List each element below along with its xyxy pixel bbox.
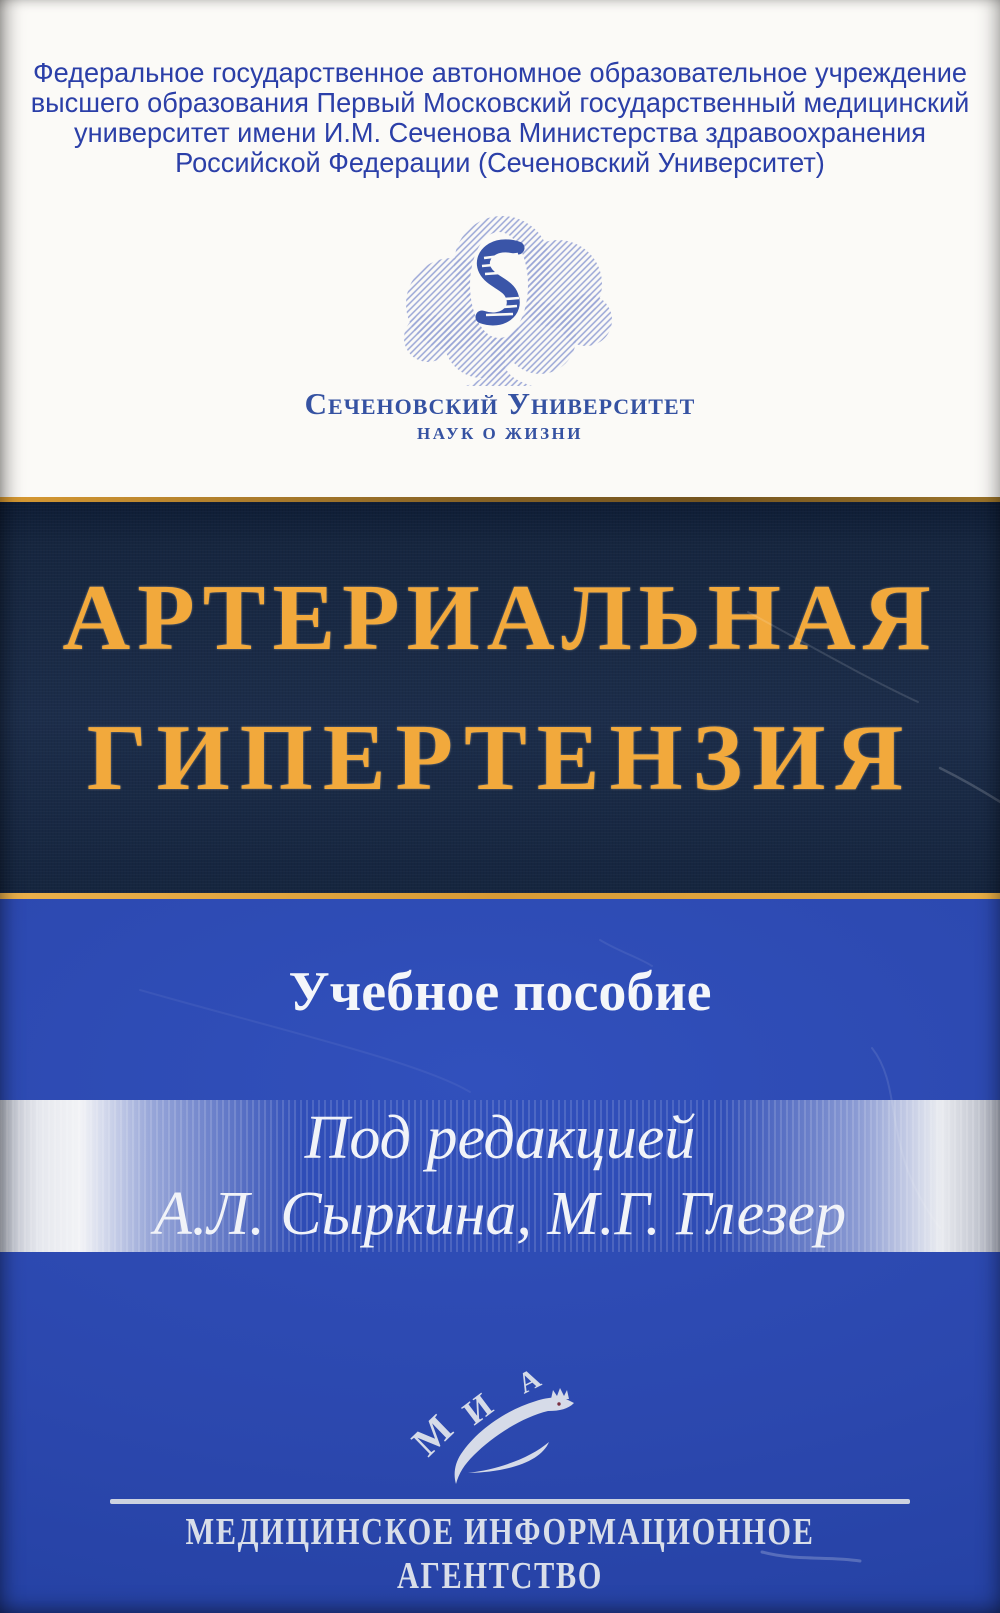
mia-letter-m: М bbox=[402, 1405, 462, 1465]
affiliation-line: Федеральное государственное автономное образовательное учреждение bbox=[32, 57, 968, 88]
publisher-name bbox=[0, 1510, 1000, 1598]
subtitle: Учебное пособие bbox=[288, 961, 712, 1023]
book-title bbox=[0, 548, 1000, 828]
mia-letter-i: И bbox=[456, 1386, 500, 1433]
editors-prefix: Под редакцией bbox=[304, 1104, 696, 1172]
university-tagline: НАУК О ЖИЗНИ bbox=[417, 424, 583, 443]
publisher-divider bbox=[110, 1499, 910, 1504]
mia-letter-a: А bbox=[512, 1362, 546, 1401]
cover-bottom-section bbox=[0, 899, 1000, 1613]
cover-top-section bbox=[0, 0, 1000, 497]
editors-names: А.Л. Сыркина, М.Г. Глезер bbox=[153, 1180, 847, 1248]
affiliation-line: университет имени И.М. Сеченова Министерства здравоохранения bbox=[74, 117, 926, 148]
tree-dna-icon bbox=[390, 212, 620, 392]
affiliation-line: высшего образования Первый Московский государственный медицинский bbox=[30, 87, 970, 118]
gold-rule-top bbox=[0, 497, 1000, 502]
affiliation-line: Российской Федерации (Сеченовский Университет) bbox=[175, 147, 825, 178]
affiliation-block bbox=[15, 58, 985, 178]
editors-band bbox=[0, 1100, 1000, 1252]
title-line: АРТЕРИАЛЬНАЯ bbox=[62, 566, 938, 670]
university-name: Сеченовский Университет bbox=[304, 386, 696, 421]
publisher-name-text: МЕДИЦИНСКОЕ ИНФОРМАЦИОННОЕ АГЕНТСТВО bbox=[185, 1511, 815, 1597]
title-line: ГИПЕРТЕНЗИЯ bbox=[86, 706, 914, 810]
title-band bbox=[0, 497, 1000, 899]
mia-swan-crown-icon bbox=[398, 1346, 618, 1496]
